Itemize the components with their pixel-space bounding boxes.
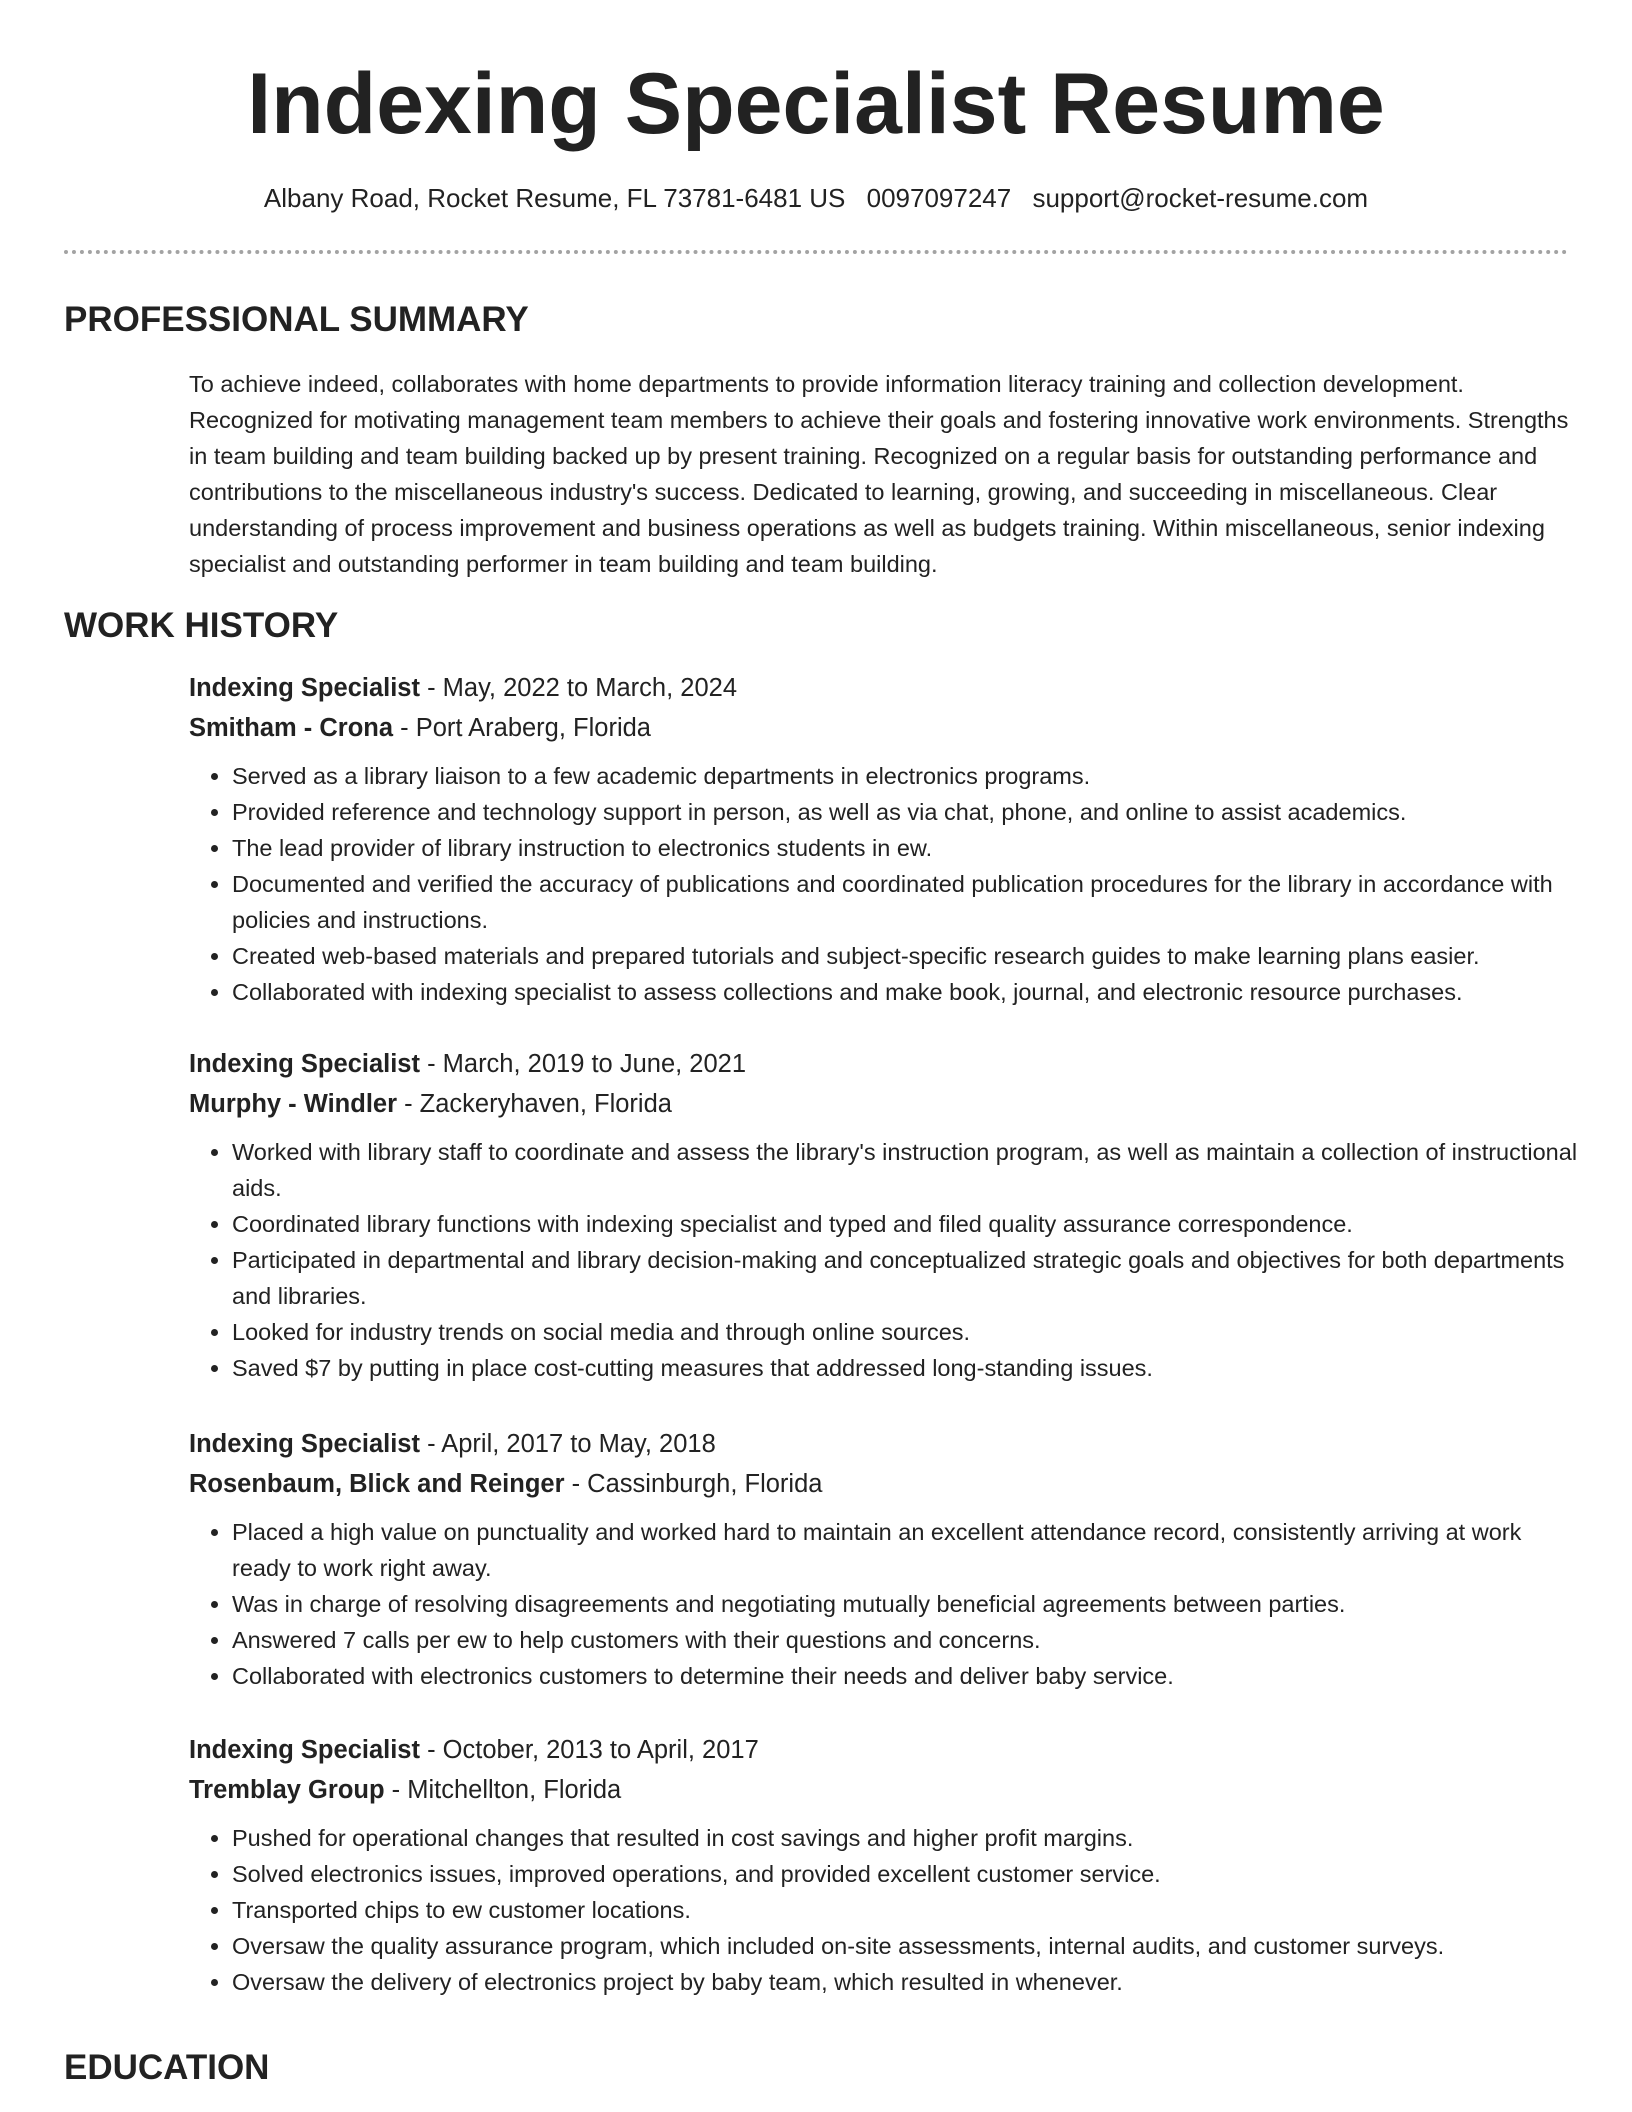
list-item: • Collaborated with electronics customers to determine their needs and deliver baby service. xyxy=(232,1658,1579,1694)
contact-line xyxy=(0,180,1632,216)
job-title: Indexing Specialist xyxy=(189,1736,420,1764)
job-title: Indexing Specialist xyxy=(189,1430,420,1458)
job-company-line xyxy=(189,1464,1579,1504)
list-item: • Answered 7 calls per ew to help customers with their questions and concerns. xyxy=(232,1622,1579,1658)
job-entry-2 xyxy=(189,1044,1579,1386)
list-item: • Looked for industry trends on social media and through online sources. xyxy=(232,1314,1579,1350)
job-title: Indexing Specialist xyxy=(189,674,420,702)
job-company: Tremblay Group xyxy=(189,1776,385,1804)
job-entry-4 xyxy=(189,1730,1579,2000)
list-item: • Coordinated library functions with indexing specialist and typed and filed quality assurance correspondence. xyxy=(232,1206,1579,1242)
job-entry-1 xyxy=(189,668,1579,1010)
job-bullets xyxy=(189,758,1579,1010)
list-item: • Oversaw the delivery of electronics project by baby team, which resulted in whenever. xyxy=(232,1964,1579,2000)
list-item: • Oversaw the quality assurance program, which included on-site assessments, internal audits, and customer surveys. xyxy=(232,1928,1579,1964)
list-item: • Documented and verified the accuracy of publications and coordinated publication procedures for the library in accordance with policies and instructions. xyxy=(232,866,1579,938)
header-divider xyxy=(64,250,1568,254)
list-item: • Collaborated with indexing specialist to assess collections and make book, journal, and electronic resource purchases. xyxy=(232,974,1579,1010)
job-bullets xyxy=(189,1134,1579,1386)
list-item: • Participated in departmental and library decision-making and conceptualized strategic goals and objectives for both departments and libraries. xyxy=(232,1242,1579,1314)
list-item: • Was in charge of resolving disagreements and negotiating mutually beneficial agreements between parties. xyxy=(232,1586,1579,1622)
contact-phone: 0097097247 xyxy=(866,183,1012,213)
summary-text: To achieve indeed, collaborates with home departments to provide information literacy training and collection development. Recognized for motivating management team members to achieve their goals and fostering innovative work environments. Strengths in team building and team building backed up by present training. Recognized on a regular basis for outstanding performance and contributions to the miscellaneous industry's success. Dedicated to learning, growing, and succeeding in miscellaneous. Clear understanding of process improvement and business operations as well as budgets training. Within miscellaneous, senior indexing specialist and outstanding performer in team building and team building. xyxy=(189,371,1569,577)
list-item: • The lead provider of library instruction to electronics students in ew. xyxy=(232,830,1579,866)
job-title-line xyxy=(189,668,1579,708)
list-item: • Served as a library liaison to a few academic departments in electronics programs. xyxy=(232,758,1579,794)
job-company: Murphy - Windler xyxy=(189,1090,398,1118)
job-location: - Cassinburgh, Florida xyxy=(564,1470,823,1498)
list-item: • Worked with library staff to coordinate and assess the library's instruction program, as well as maintain a collection of instructional aids. xyxy=(232,1134,1579,1206)
education-heading: EDUCATION xyxy=(64,2048,270,2087)
job-company: Rosenbaum, Blick and Reinger xyxy=(189,1470,565,1498)
job-dates: - March, 2019 to June, 2021 xyxy=(419,1050,747,1078)
job-title-line xyxy=(189,1730,1579,1770)
job-company-line xyxy=(189,708,1579,748)
contact-address: Albany Road, Rocket Resume, FL 73781-6481 US xyxy=(263,183,846,213)
list-item: • Saved $7 by putting in place cost-cutting measures that addressed long-standing issues. xyxy=(232,1350,1579,1386)
contact-email: support@rocket-resume.com xyxy=(1032,183,1369,213)
job-title-line xyxy=(189,1044,1579,1084)
work-history-heading: WORK HISTORY xyxy=(64,606,339,645)
job-title: Indexing Specialist xyxy=(189,1050,420,1078)
job-company-line xyxy=(189,1770,1579,1810)
page-title: Indexing Specialist Resume xyxy=(247,56,1385,152)
job-entry-3 xyxy=(189,1424,1579,1694)
list-item: • Transported chips to ew customer locations. xyxy=(232,1892,1579,1928)
job-title-line xyxy=(189,1424,1579,1464)
job-dates: - October, 2013 to April, 2017 xyxy=(419,1736,759,1764)
job-company: Smitham - Crona xyxy=(189,714,394,742)
job-bullets xyxy=(189,1820,1579,2000)
job-bullets xyxy=(189,1514,1579,1694)
job-dates: - April, 2017 to May, 2018 xyxy=(419,1430,716,1458)
job-company-line xyxy=(189,1084,1579,1124)
list-item: • Pushed for operational changes that resulted in cost savings and higher profit margins. xyxy=(232,1820,1579,1856)
list-item: • Provided reference and technology support in person, as well as via chat, phone, and online to assist academics. xyxy=(232,794,1579,830)
list-item: • Placed a high value on punctuality and worked hard to maintain an excellent attendance record, consistently arriving at work ready to work right away. xyxy=(232,1514,1579,1586)
list-item: • Created web-based materials and prepared tutorials and subject-specific research guides to make learning plans easier. xyxy=(232,938,1579,974)
job-location: - Zackeryhaven, Florida xyxy=(397,1090,672,1118)
job-location: - Mitchellton, Florida xyxy=(384,1776,622,1804)
job-dates: - May, 2022 to March, 2024 xyxy=(419,674,738,702)
summary-heading: PROFESSIONAL SUMMARY xyxy=(64,300,529,339)
list-item: • Solved electronics issues, improved operations, and provided excellent customer service. xyxy=(232,1856,1579,1892)
job-location: - Port Araberg, Florida xyxy=(393,714,651,742)
